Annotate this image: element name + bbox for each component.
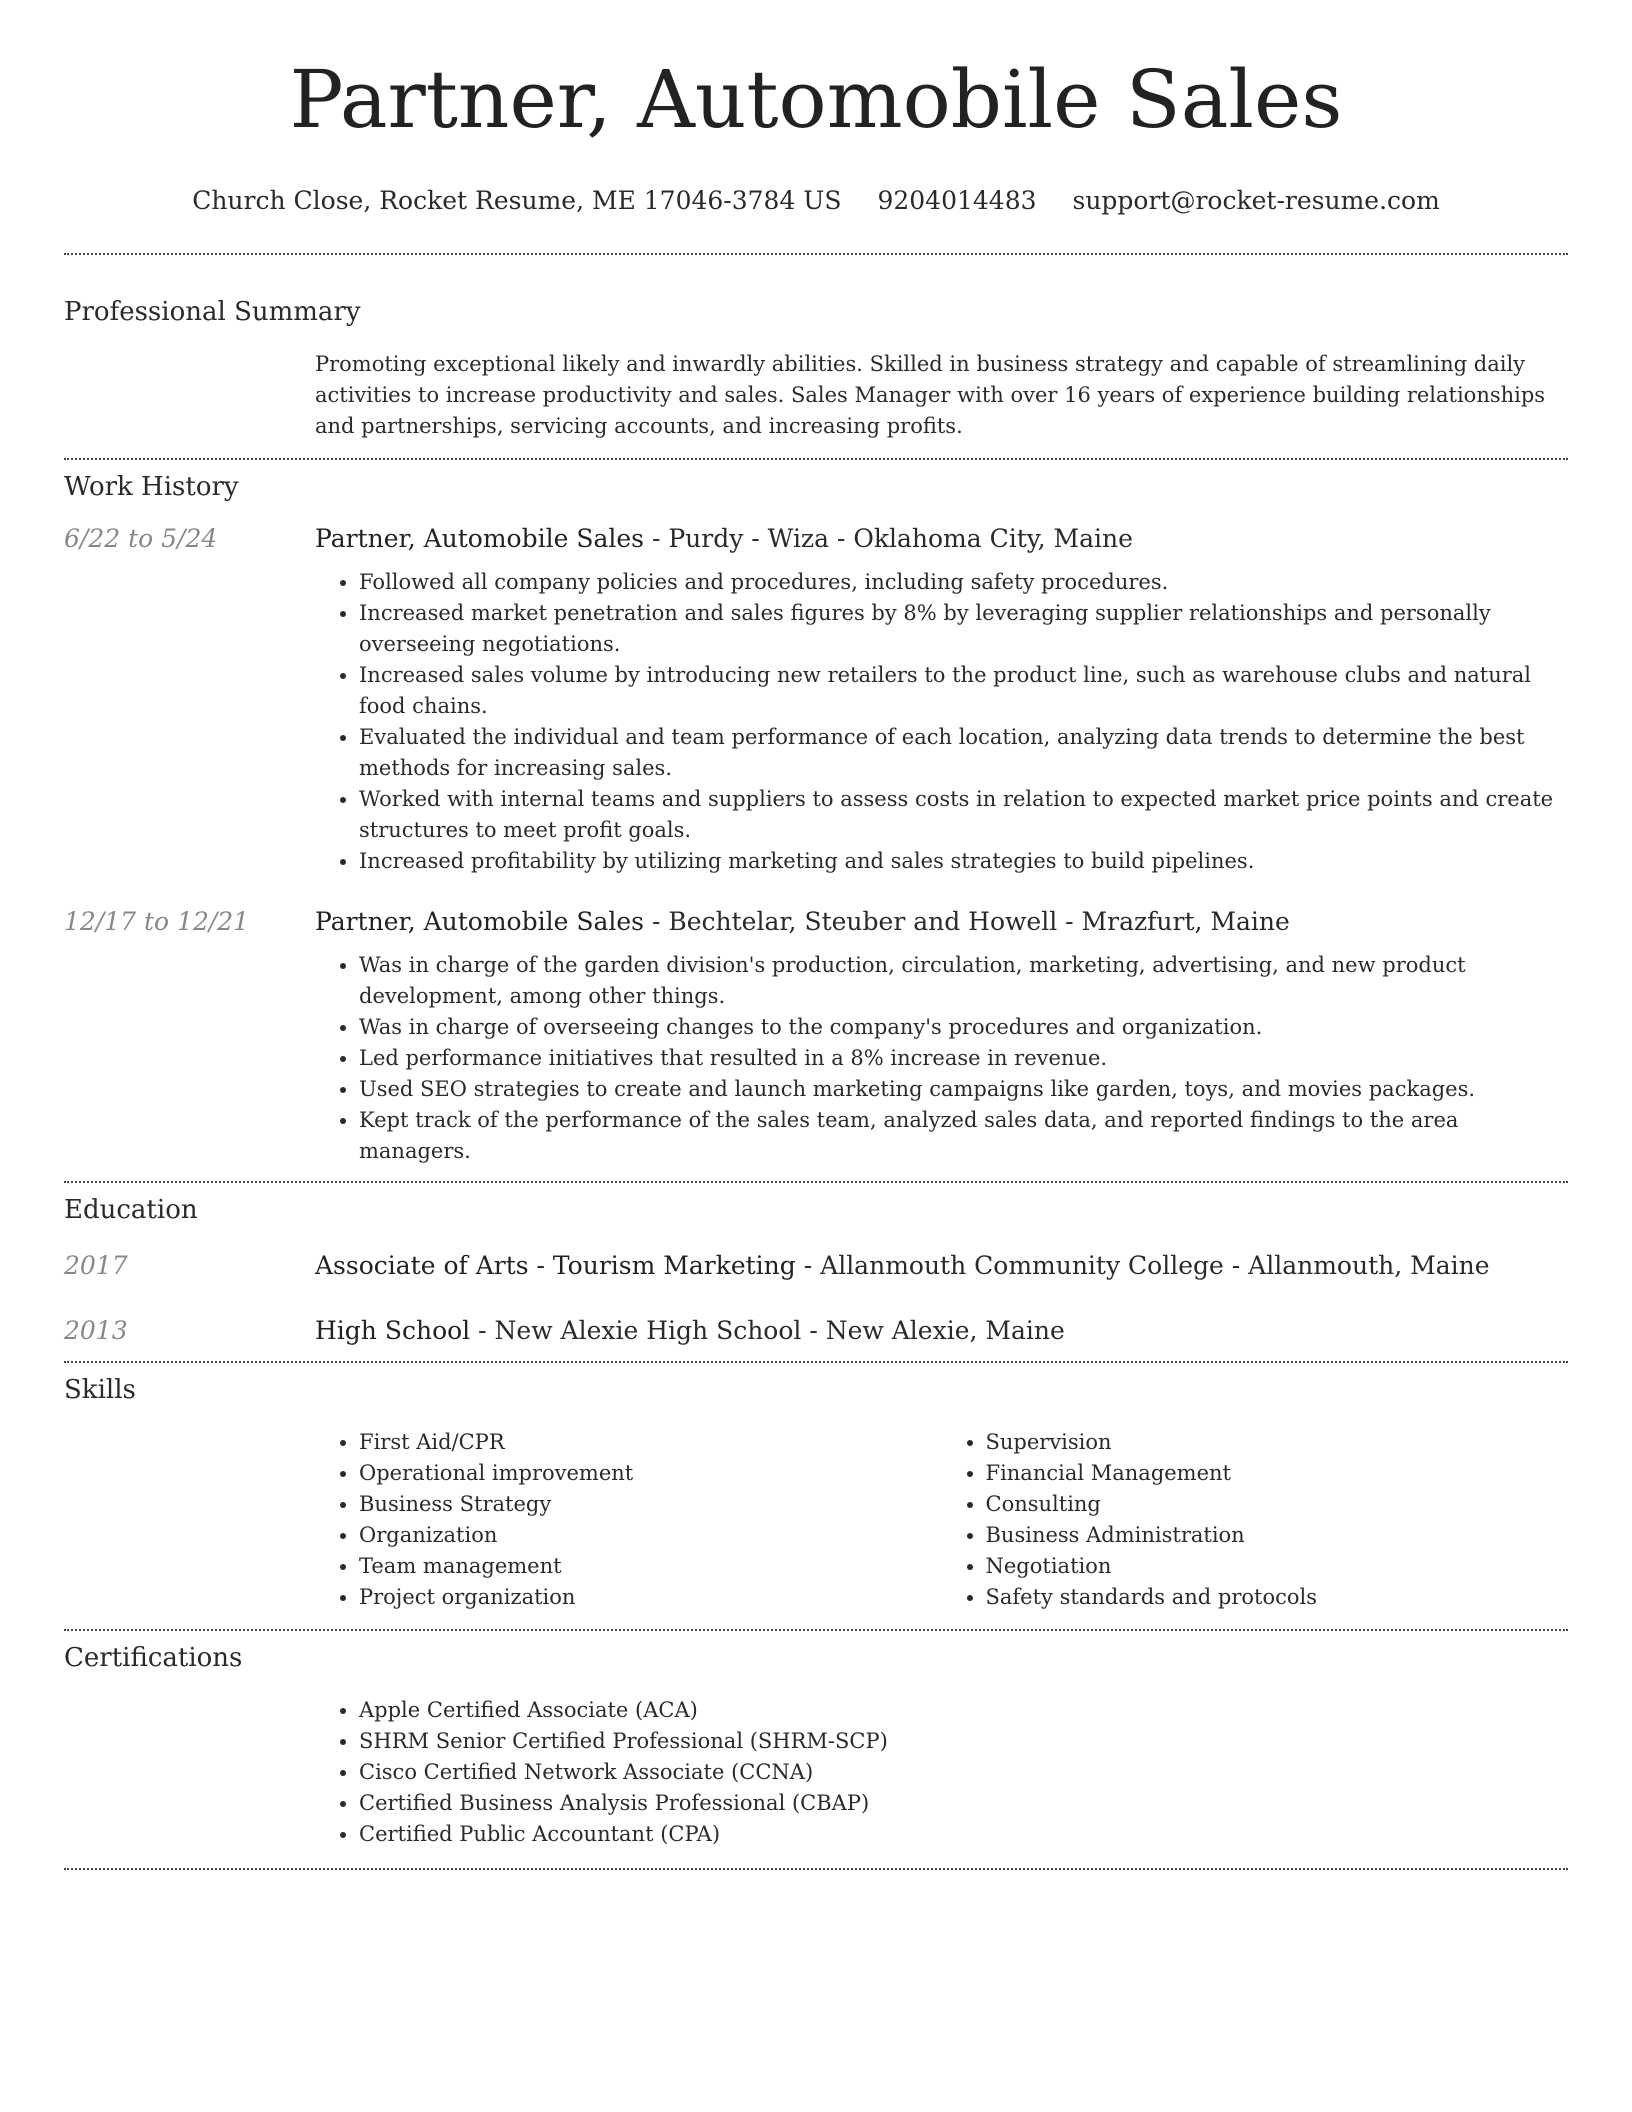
skill-item: • Business Strategy xyxy=(359,1489,942,1520)
skill-item: • Supervision xyxy=(986,1427,1569,1458)
section-divider xyxy=(64,1868,1568,1870)
job-details: - Bechtelar, Steuber and Howell - Mrazfurt, Maine xyxy=(644,907,1290,936)
education-degree: High School xyxy=(315,1316,471,1345)
education-entry xyxy=(64,1316,1568,1345)
job-bullets xyxy=(315,950,1568,1167)
list-item: • Evaluated the individual and team performance of each location, analyzing data trends to determine the best methods for increasing sales. xyxy=(359,722,1568,784)
certification-item: • Certified Public Accountant (CPA) xyxy=(359,1819,1568,1850)
list-item: • Was in charge of overseeing changes to the company's procedures and organization. xyxy=(359,1012,1568,1043)
skill-item: • Safety standards and protocols xyxy=(986,1582,1569,1613)
section-divider xyxy=(64,458,1568,460)
skill-item: • Project organization xyxy=(359,1582,942,1613)
skill-item: • Operational improvement xyxy=(359,1458,942,1489)
list-item: • Used SEO strategies to create and launch marketing campaigns like garden, toys, and movies packages. xyxy=(359,1074,1568,1105)
job-role: Partner, Automobile Sales xyxy=(315,524,644,553)
education-degree: Associate of Arts - Tourism Marketing xyxy=(315,1251,796,1280)
section-divider xyxy=(64,1629,1568,1631)
skill-item: • Team management xyxy=(359,1551,942,1582)
skills-column-right xyxy=(942,1427,1569,1613)
section-title-education: Education xyxy=(64,1195,198,1225)
section-title-summary: Professional Summary xyxy=(64,297,361,327)
skills-grid xyxy=(315,1427,1568,1613)
job-bullets xyxy=(315,567,1568,877)
skill-item: • First Aid/CPR xyxy=(359,1427,942,1458)
job-heading xyxy=(315,524,1133,553)
list-item: • Worked with internal teams and suppliers to assess costs in relation to expected market price points and create structures to meet profit goals. xyxy=(359,784,1568,846)
list-item: • Followed all company policies and procedures, including safety procedures. xyxy=(359,567,1568,598)
skill-item: • Business Administration xyxy=(986,1520,1569,1551)
certification-item: • SHRM Senior Certified Professional (SHRM-SCP) xyxy=(359,1726,1568,1757)
candidate-name: Partner, Automobile Sales xyxy=(289,53,1343,146)
skill-item: • Negotiation xyxy=(986,1551,1569,1582)
certifications-list xyxy=(315,1695,1568,1850)
contact-line xyxy=(64,186,1568,215)
contact-phone: 9204014483 xyxy=(877,186,1037,215)
list-item: • Kept track of the performance of the sales team, analyzed sales data, and reported findings to the area managers. xyxy=(359,1105,1568,1167)
skill-item: • Organization xyxy=(359,1520,942,1551)
education-details: - New Alexie High School - New Alexie, Maine xyxy=(470,1316,1065,1345)
skill-item: • Consulting xyxy=(986,1489,1569,1520)
job-dates: 12/17 to 12/21 xyxy=(64,907,250,936)
skills-column-left xyxy=(315,1427,942,1613)
list-item: • Led performance initiatives that resulted in a 8% increase in revenue. xyxy=(359,1043,1568,1074)
list-item: • Increased profitability by utilizing marketing and sales strategies to build pipelines. xyxy=(359,846,1568,877)
summary-text: Promoting exceptional likely and inwardly abilities. Skilled in business strategy and capable of streamlining daily activities to increase productivity and sales. Sales Manager with over 16 years of experience building relationships and partnerships, servicing accounts, and increasing profits. xyxy=(315,352,1546,438)
job-details: - Purdy - Wiza - Oklahoma City, Maine xyxy=(644,524,1133,553)
job-entry xyxy=(64,524,1568,553)
certification-item: • Certified Business Analysis Professional (CBAP) xyxy=(359,1788,1568,1819)
resume-page xyxy=(64,0,1568,1870)
section-divider xyxy=(64,1181,1568,1183)
list-item: • Was in charge of the garden division's production, circulation, marketing, advertising, and new product development, among other things. xyxy=(359,950,1568,1012)
job-entry xyxy=(64,907,1568,936)
list-item: • Increased sales volume by introducing new retailers to the product line, such as warehouse clubs and natural food chains. xyxy=(359,660,1568,722)
education-year: 2013 xyxy=(64,1316,128,1345)
education-details: - Allanmouth Community College - Allanmouth, Maine xyxy=(795,1251,1490,1280)
contact-email: support@rocket-resume.com xyxy=(1072,186,1440,215)
job-heading xyxy=(315,907,1290,936)
education-heading xyxy=(315,1316,1065,1345)
education-year: 2017 xyxy=(64,1251,128,1280)
list-item: • Increased market penetration and sales figures by 8% by leveraging supplier relationships and personally overseeing negotiations. xyxy=(359,598,1568,660)
certification-item: • Apple Certified Associate (ACA) xyxy=(359,1695,1568,1726)
education-entry xyxy=(64,1251,1568,1280)
section-divider xyxy=(64,1361,1568,1363)
contact-address: Church Close, Rocket Resume, ME 17046-3784 US xyxy=(192,186,842,215)
section-title-work: Work History xyxy=(64,472,239,502)
education-heading xyxy=(315,1251,1490,1280)
section-title-certifications: Certifications xyxy=(64,1643,243,1673)
certification-item: • Cisco Certified Network Associate (CCNA) xyxy=(359,1757,1568,1788)
section-title-skills: Skills xyxy=(64,1375,136,1405)
job-role: Partner, Automobile Sales xyxy=(315,907,644,936)
section-divider xyxy=(64,253,1568,255)
skill-item: • Financial Management xyxy=(986,1458,1569,1489)
job-dates: 6/22 to 5/24 xyxy=(64,524,218,553)
